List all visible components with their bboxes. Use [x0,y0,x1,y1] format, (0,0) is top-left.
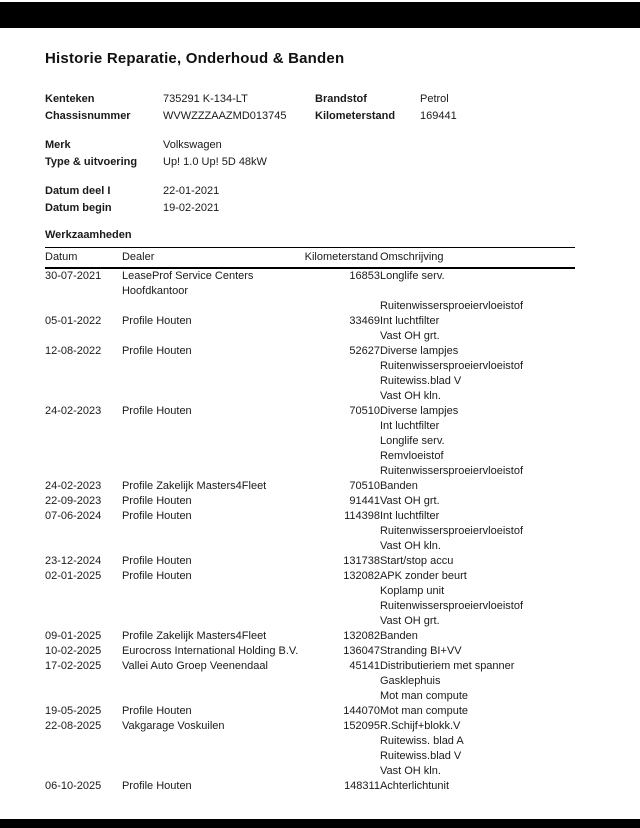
chassisnummer-value: WVWZZZAAZMD013745 [163,110,287,122]
omschrijving-line: Int luchtfilter [379,510,440,522]
omschrijving-line: Ruitenwissersproeiervloeistof [379,525,524,537]
brandstof-label: Brandstof [315,93,367,105]
cell-kilometerstand: 152095 [343,720,380,732]
omschrijving-line: Vast OH grt. [379,615,440,627]
chassisnummer-label: Chassisnummer [45,110,131,122]
header-omschrijving: Omschrijving [380,248,575,269]
werkzaamheden-header [45,248,575,269]
kenteken-label: Kenteken [45,93,95,105]
cell-dealer: Profile Houten [121,405,192,417]
omschrijving-line: Vast OH kln. [379,765,441,777]
omschrijving-line: Longlife serv. [379,435,445,447]
omschrijving-line: R.Schijf+blokk.V [379,720,461,732]
table-row [45,314,575,344]
document-content [45,0,575,794]
omschrijving-line: Ruitewiss.blad V [379,375,462,387]
omschrijving-line: Stranding BI+VV [379,645,462,657]
werkzaamheden-body [45,268,575,794]
vehicle-info-dates [45,183,575,217]
omschrijving-line: Banden [379,630,418,642]
cell-datum: 09-01-2025 [45,630,102,642]
table-row [45,644,575,659]
omschrijving-line: Diverse lampjes [379,405,459,417]
cell-datum: 23-12-2024 [45,555,102,567]
table-row [45,268,575,314]
omschrijving-line: Ruitewiss.blad V [379,750,462,762]
table-row [45,509,575,554]
cell-kilometerstand: 148311 [344,780,380,792]
cell-kilometerstand: 33469 [349,315,380,327]
cell-kilometerstand: 144070 [343,705,380,717]
cell-omschrijving [380,644,575,659]
cell-datum: 07-06-2024 [45,510,102,522]
omschrijving-line: Vast OH kln. [379,540,441,552]
cell-dealer: Profile Houten [121,510,192,522]
cell-kilometerstand: 132082 [343,570,380,582]
cell-dealer: Vallei Auto Groep Veenendaal [121,660,268,672]
cell-dealer: Profile Houten [121,705,192,717]
datum-begin-value: 19-02-2021 [163,202,220,214]
datum-begin-label: Datum begin [45,202,112,214]
cell-datum: 19-05-2025 [45,705,102,717]
vehicle-info-make [45,137,575,171]
cell-omschrijving [380,629,575,644]
header-datum: Datum [45,248,122,269]
table-row [45,479,575,494]
cell-kilometerstand: 70510 [349,405,380,417]
cell-dealer: Vakgarage Voskuilen [121,720,225,732]
cell-omschrijving [380,554,575,569]
omschrijving-line: Int luchtfilter [379,315,440,327]
table-row [45,494,575,509]
omschrijving-line: Banden [379,480,418,492]
cell-datum: 02-01-2025 [45,570,102,582]
omschrijving-line: Longlife serv. [379,270,445,282]
cell-dealer: Profile Houten [121,345,192,357]
omschrijving-line: Mot man compute [379,690,468,702]
omschrijving-line [380,284,575,299]
cell-kilometerstand: 70510 [349,480,380,492]
cell-datum: 22-09-2023 [45,495,102,507]
cell-datum: 24-02-2023 [45,480,102,492]
cell-omschrijving [380,494,575,509]
table-row [45,659,575,704]
cell-datum: 22-08-2025 [45,720,102,732]
type-uitvoering-label: Type & uitvoering [45,156,138,168]
cell-datum: 12-08-2022 [45,345,102,357]
cell-datum: 05-01-2022 [45,315,102,327]
table-row [45,344,575,404]
vehicle-info-primary [45,91,575,125]
cell-dealer: Profile Zakelijk Masters4Fleet [121,630,267,642]
cell-datum: 06-10-2025 [45,780,102,792]
omschrijving-line: Start/stop accu [379,555,454,567]
omschrijving-line: APK zonder beurt [379,570,467,582]
cell-datum: 17-02-2025 [45,660,102,672]
cell-omschrijving [380,314,575,344]
table-row [45,719,575,779]
omschrijving-line: Vast OH grt. [379,495,440,507]
cell-dealer: Profile Houten [121,780,192,792]
merk-value: Volkswagen [163,139,222,151]
type-uitvoering-value: Up! 1.0 Up! 5D 48kW [163,156,267,168]
cell-omschrijving [380,404,575,479]
kilometerstand-value: 169441 [420,110,457,122]
cell-kilometerstand: 52627 [349,345,380,357]
werkzaamheden-section-title: Werkzaamheden [45,229,132,241]
omschrijving-line: Mot man compute [379,705,468,717]
omschrijving-line: Diverse lampjes [379,345,459,357]
brandstof-value: Petrol [420,93,449,105]
table-row [45,779,575,794]
omschrijving-line: Distributieriem met spanner [379,660,515,672]
werkzaamheden-table [45,247,575,794]
omschrijving-line: Vast OH grt. [379,330,440,342]
cell-dealer: Eurocross International Holding B.V. [121,645,299,657]
cell-omschrijving [380,779,575,794]
table-row [45,629,575,644]
cell-omschrijving [380,569,575,629]
omschrijving-line: Achterlichtunit [379,780,450,792]
cell-kilometerstand: 45141 [349,660,380,672]
cell-dealer: Profile Houten [121,495,192,507]
omschrijving-line: Gasklephuis [379,675,441,687]
cell-kilometerstand: 131738 [343,555,380,567]
kilometerstand-label: Kilometerstand [315,110,396,122]
omschrijving-line: Koplamp unit [379,585,445,597]
cell-kilometerstand: 114398 [344,510,380,522]
cell-dealer: Profile Houten [121,570,192,582]
cell-dealer: Profile Houten [121,315,192,327]
cell-omschrijving [380,704,575,719]
cell-datum: 10-02-2025 [45,645,102,657]
datum-deel-1-label: Datum deel I [45,185,111,197]
cell-kilometerstand: 136047 [343,645,380,657]
cell-omschrijving [380,719,575,779]
page-title: Historie Reparatie, Onderhoud & Banden [45,50,345,67]
omschrijving-line: Remvloeistof [379,450,444,462]
cell-datum: 24-02-2023 [45,405,102,417]
omschrijving-line: Ruitenwissersproeiervloeistof [379,300,524,312]
omschrijving-line: Int luchtfilter [379,420,440,432]
header-kilometerstand: Kilometerstand [305,248,380,269]
cell-dealer: Profile Houten [121,555,192,567]
cell-omschrijving [380,509,575,554]
cell-omschrijving [380,659,575,704]
table-row [45,704,575,719]
table-row [45,554,575,569]
omschrijving-line: Ruitewiss. blad A [379,735,464,747]
omschrijving-line: Ruitenwissersproeiervloeistof [379,600,524,612]
cell-kilometerstand: 91441 [349,495,380,507]
datum-deel-1-value: 22-01-2021 [163,185,220,197]
kenteken-value: 735291 K-134-LT [163,93,248,105]
omschrijving-line: Ruitenwissersproeiervloeistof [379,465,524,477]
table-row [45,404,575,479]
cell-dealer: LeaseProf Service Centers Hoofdkantoor [121,270,254,297]
omschrijving-line: Ruitenwissersproeiervloeistof [379,360,524,372]
cell-omschrijving [380,479,575,494]
cell-kilometerstand: 132082 [343,630,380,642]
table-header-row [45,248,575,269]
cell-datum: 30-07-2021 [45,270,102,282]
bottom-black-bar [0,819,640,828]
cell-omschrijving [380,344,575,404]
table-row [45,569,575,629]
merk-label: Merk [45,139,71,151]
cell-dealer: Profile Zakelijk Masters4Fleet [121,480,267,492]
omschrijving-line: Vast OH kln. [379,390,441,402]
cell-kilometerstand: 16853 [349,270,380,282]
cell-omschrijving [380,268,575,314]
header-dealer: Dealer [122,248,305,269]
